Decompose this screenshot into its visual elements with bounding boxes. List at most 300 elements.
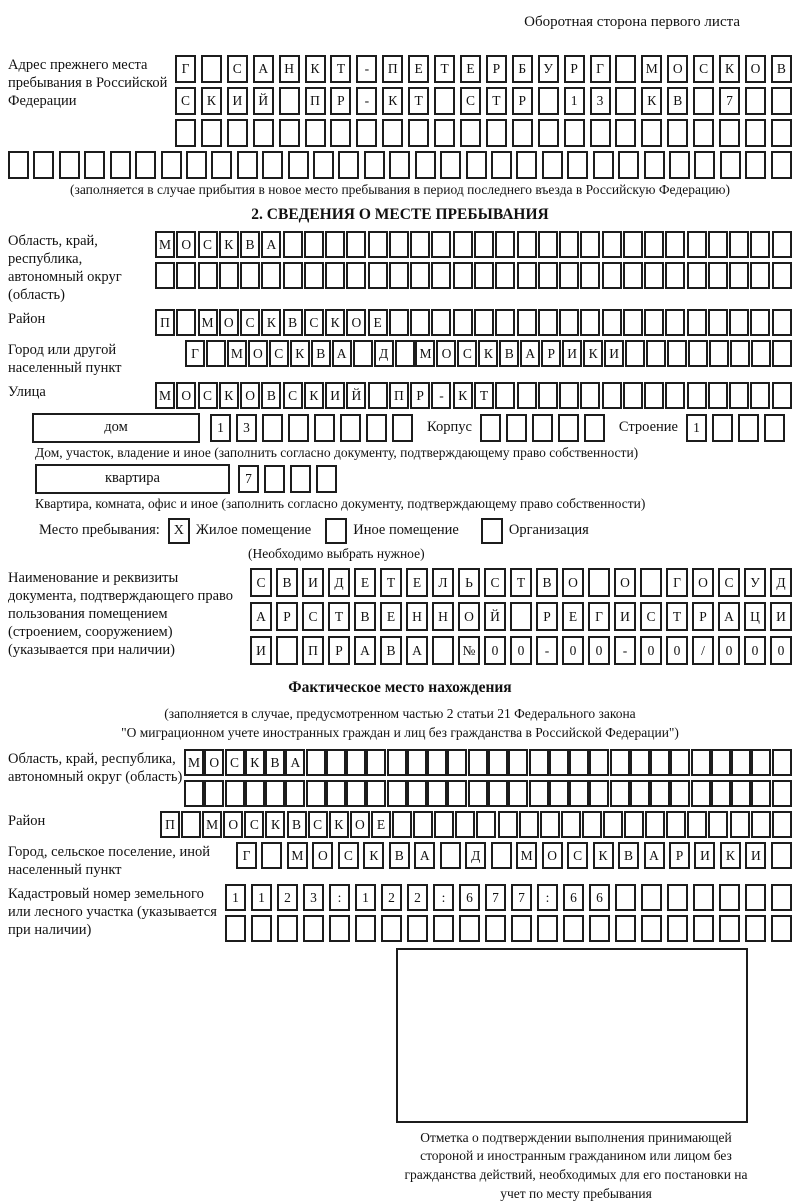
char-box: О: [614, 568, 636, 597]
char-box: М: [415, 340, 435, 367]
char-box: [709, 340, 729, 367]
korpus-cells: [480, 414, 605, 442]
char-box: [366, 749, 386, 776]
document-row-2: [250, 602, 792, 631]
char-box: Ц: [744, 602, 766, 631]
char-box: А: [718, 602, 740, 631]
char-box: К: [478, 340, 498, 367]
char-box: [764, 414, 785, 442]
char-box: 7: [719, 87, 740, 115]
char-box: [176, 309, 196, 336]
char-box: [447, 780, 467, 807]
char-box: В: [261, 382, 281, 409]
char-box: С: [198, 382, 218, 409]
char-box: :: [537, 884, 558, 911]
char-box: [460, 119, 481, 147]
char-box: [712, 414, 733, 442]
char-box: С: [457, 340, 477, 367]
char-box: Г: [236, 842, 257, 869]
char-box: [729, 231, 749, 258]
char-box: [488, 780, 508, 807]
street-label: Улица: [8, 383, 46, 400]
char-box: [517, 262, 537, 289]
char-box: Д: [374, 340, 394, 367]
char-box: [730, 811, 750, 838]
char-box: [427, 780, 447, 807]
char-box: Т: [330, 55, 351, 83]
char-box: [667, 119, 688, 147]
char-box: [491, 842, 512, 869]
char-box: У: [538, 55, 559, 83]
prev-address-row-3: [175, 119, 792, 147]
char-box: [480, 414, 501, 442]
char-box: [563, 915, 584, 942]
char-box: О: [436, 340, 456, 367]
char-box: В: [499, 340, 519, 367]
char-box: И: [770, 602, 792, 631]
char-box: 1: [225, 884, 246, 911]
char-box: О: [248, 340, 268, 367]
cadastral-row-1: [225, 884, 792, 911]
confirmation-mark-caption: Отметка о подтверждении выполнения принимающей стороной и иностранным гражданином или лицом без гражданства действий, необходимых для его постановки на учет по месту пребывания: [404, 1129, 748, 1201]
district-block: [8, 309, 792, 336]
char-box: [59, 151, 80, 179]
char-box: [407, 780, 427, 807]
char-box: [720, 151, 741, 179]
char-box: [590, 119, 611, 147]
char-box: [201, 119, 222, 147]
char-box: [290, 465, 311, 493]
char-box: [645, 811, 665, 838]
stroenie-label: Строение: [618, 419, 678, 436]
char-box: [729, 262, 749, 289]
char-box: [517, 309, 537, 336]
house-number-cells: [210, 414, 413, 442]
char-box: [610, 780, 630, 807]
char-box: Д: [328, 568, 350, 597]
char-box: М: [516, 842, 537, 869]
char-box: -: [356, 87, 377, 115]
char-box: 2: [407, 884, 428, 911]
char-box: [474, 231, 494, 258]
char-box: [516, 151, 537, 179]
char-box: [644, 262, 664, 289]
char-box: В: [287, 811, 307, 838]
char-box: О: [204, 749, 224, 776]
char-box: Г: [666, 568, 688, 597]
char-box: Р: [410, 382, 430, 409]
char-box: О: [223, 811, 243, 838]
char-box: В: [354, 602, 376, 631]
char-box: /: [692, 636, 714, 665]
char-box: [646, 340, 666, 367]
char-box: М: [155, 382, 175, 409]
char-box: 7: [511, 884, 532, 911]
char-box: [538, 382, 558, 409]
document-block: [8, 568, 792, 665]
char-box: [602, 309, 622, 336]
char-box: [161, 151, 182, 179]
char-box: А: [332, 340, 352, 367]
char-box: [314, 414, 335, 442]
char-box: [745, 87, 766, 115]
char-box: [498, 811, 518, 838]
char-box: С: [567, 842, 588, 869]
char-box: [277, 915, 298, 942]
char-box: И: [694, 842, 715, 869]
char-box: [432, 636, 454, 665]
char-box: [453, 309, 473, 336]
char-box: Е: [380, 602, 402, 631]
char-box: [745, 884, 766, 911]
char-box: В: [667, 87, 688, 115]
char-box: [326, 780, 346, 807]
actual-city-label: Город, сельское поселение, иной населенный пункт: [8, 843, 211, 878]
char-box: Р: [541, 340, 561, 367]
char-box: [641, 119, 662, 147]
char-box: [644, 309, 664, 336]
char-box: С: [269, 340, 289, 367]
char-box: [751, 811, 771, 838]
char-box: [392, 414, 413, 442]
char-box: [589, 915, 610, 942]
char-box: №: [458, 636, 480, 665]
street-block: [8, 382, 792, 409]
char-box: [511, 915, 532, 942]
char-box: [771, 915, 792, 942]
char-box: [650, 780, 670, 807]
char-box: [623, 262, 643, 289]
char-box: Г: [588, 602, 610, 631]
stroenie-cells: [686, 414, 785, 442]
char-box: [529, 749, 549, 776]
char-box: [316, 465, 337, 493]
char-box: [262, 414, 283, 442]
char-box: [415, 151, 436, 179]
char-box: [206, 340, 226, 367]
char-box: 0: [744, 636, 766, 665]
char-box: [644, 151, 665, 179]
char-box: Т: [486, 87, 507, 115]
char-box: [392, 811, 412, 838]
char-box: [569, 780, 589, 807]
char-box: К: [719, 55, 740, 83]
prev-address-row-2: [175, 87, 792, 115]
char-box: С: [718, 568, 740, 597]
char-box: К: [219, 382, 239, 409]
char-box: [618, 151, 639, 179]
region-row-1: [155, 231, 792, 258]
char-box: [434, 87, 455, 115]
char-box: И: [614, 602, 636, 631]
char-box: [476, 811, 496, 838]
char-box: [538, 262, 558, 289]
char-box: [176, 262, 196, 289]
char-box: [364, 151, 385, 179]
char-box: [366, 414, 387, 442]
char-box: [453, 262, 473, 289]
prev-address-note: (заполняется в случае прибытия в новое место пребывания в период последнего въезда в Российскую Федерацию): [69, 182, 731, 197]
char-box: [306, 780, 326, 807]
char-box: 2: [381, 884, 402, 911]
cadastral-row-2: [225, 915, 792, 942]
actual-location-title: Фактическое место нахождения: [288, 678, 512, 696]
char-box: [708, 382, 728, 409]
district-label: Район: [8, 310, 46, 327]
char-box: [431, 309, 451, 336]
char-box: [650, 749, 670, 776]
char-box: К: [261, 309, 281, 336]
char-box: [580, 309, 600, 336]
char-box: [459, 915, 480, 942]
char-box: [325, 262, 345, 289]
stay-option-other-label: Иное помещение: [353, 522, 459, 539]
char-box: [433, 915, 454, 942]
char-box: [434, 811, 454, 838]
char-box: 0: [770, 636, 792, 665]
char-box: [731, 749, 751, 776]
char-box: [219, 262, 239, 289]
region-label: Область, край, республика, автономный округ (область): [8, 233, 122, 303]
char-box: О: [350, 811, 370, 838]
char-box: 1: [564, 87, 585, 115]
actual-city-block: [8, 842, 792, 880]
char-box: А: [253, 55, 274, 83]
char-box: [772, 811, 792, 838]
char-box: [540, 811, 560, 838]
char-box: А: [354, 636, 376, 665]
char-box: С: [175, 87, 196, 115]
char-box: О: [176, 231, 196, 258]
char-box: 7: [485, 884, 506, 911]
char-box: [564, 119, 585, 147]
char-box: [729, 382, 749, 409]
char-box: [225, 780, 245, 807]
char-box: [630, 780, 650, 807]
house-wide-box: дом: [32, 413, 200, 443]
char-box: [434, 119, 455, 147]
char-box: К: [304, 382, 324, 409]
char-box: [708, 231, 728, 258]
char-box: А: [644, 842, 665, 869]
char-box: С: [308, 811, 328, 838]
char-box: М: [184, 749, 204, 776]
char-box: [745, 151, 766, 179]
char-box: [529, 780, 549, 807]
char-box: [593, 151, 614, 179]
char-box: К: [305, 55, 326, 83]
char-box: [569, 749, 589, 776]
char-box: П: [155, 309, 175, 336]
char-box: [771, 151, 792, 179]
char-box: [693, 915, 714, 942]
char-box: Р: [330, 87, 351, 115]
char-box: [33, 151, 54, 179]
char-box: И: [325, 382, 345, 409]
stay-option-residential-label: Жилое помещение: [195, 522, 312, 539]
stay-type-label: Место пребывания:: [39, 522, 160, 539]
char-box: Е: [562, 602, 584, 631]
char-box: И: [227, 87, 248, 115]
char-box: [510, 602, 532, 631]
char-box: [427, 749, 447, 776]
char-box: [264, 465, 285, 493]
cadastral-label: Кадастровый номер земельного или лесного участка (указывается при наличии): [8, 885, 217, 938]
char-box: М: [227, 340, 247, 367]
char-box: А: [414, 842, 435, 869]
char-box: [175, 119, 196, 147]
char-box: Е: [460, 55, 481, 83]
char-box: [582, 811, 602, 838]
house-row: [32, 413, 792, 443]
char-box: [329, 915, 350, 942]
char-box: [325, 231, 345, 258]
char-box: [772, 262, 792, 289]
char-box: К: [583, 340, 603, 367]
char-box: [204, 780, 224, 807]
char-box: Й: [253, 87, 274, 115]
char-box: [691, 780, 711, 807]
korpus-label: Корпус: [427, 419, 472, 436]
char-box: С: [640, 602, 662, 631]
char-box: К: [593, 842, 614, 869]
char-box: Й: [484, 602, 506, 631]
char-box: К: [363, 842, 384, 869]
char-box: [389, 262, 409, 289]
char-box: К: [201, 87, 222, 115]
actual-region-row-1: [184, 749, 792, 776]
char-box: [711, 749, 731, 776]
char-box: [261, 262, 281, 289]
char-box: И: [604, 340, 624, 367]
char-box: [468, 749, 488, 776]
char-box: 1: [210, 414, 231, 442]
char-box: М: [641, 55, 662, 83]
char-box: [667, 340, 687, 367]
char-box: [495, 262, 515, 289]
char-box: [382, 119, 403, 147]
char-box: [340, 414, 361, 442]
char-box: [410, 309, 430, 336]
char-box: П: [305, 87, 326, 115]
char-box: [368, 382, 388, 409]
char-box: П: [302, 636, 324, 665]
stay-option-organization-checkbox: [481, 518, 503, 544]
char-box: [687, 231, 707, 258]
char-box: [276, 636, 298, 665]
choose-note: (Необходимо выбрать нужное): [248, 545, 425, 561]
char-box: [346, 262, 366, 289]
char-box: 0: [640, 636, 662, 665]
char-box: [667, 884, 688, 911]
char-box: [615, 55, 636, 83]
char-box: А: [520, 340, 540, 367]
char-box: [751, 340, 771, 367]
char-box: [538, 119, 559, 147]
char-box: О: [562, 568, 584, 597]
char-box: П: [160, 811, 180, 838]
char-box: В: [265, 749, 285, 776]
char-box: 6: [589, 884, 610, 911]
char-box: С: [302, 602, 324, 631]
char-box: [745, 915, 766, 942]
char-box: В: [389, 842, 410, 869]
char-box: Р: [512, 87, 533, 115]
char-box: [693, 884, 714, 911]
char-box: [366, 780, 386, 807]
char-box: 0: [484, 636, 506, 665]
char-box: Е: [368, 309, 388, 336]
char-box: К: [325, 309, 345, 336]
char-box: [750, 309, 770, 336]
char-box: [517, 231, 537, 258]
char-box: [623, 309, 643, 336]
char-box: [580, 382, 600, 409]
char-box: [644, 382, 664, 409]
char-box: С: [227, 55, 248, 83]
char-box: В: [240, 231, 260, 258]
char-box: Т: [328, 602, 350, 631]
char-box: К: [720, 842, 741, 869]
prev-address-row-1: [175, 55, 792, 83]
document-row-1: [250, 568, 792, 597]
char-box: Р: [692, 602, 714, 631]
char-box: [304, 231, 324, 258]
char-box: [353, 340, 373, 367]
char-box: В: [771, 55, 792, 83]
char-box: О: [458, 602, 480, 631]
char-box: [225, 915, 246, 942]
char-box: [687, 309, 707, 336]
char-box: О: [667, 55, 688, 83]
char-box: [624, 811, 644, 838]
char-box: К: [382, 87, 403, 115]
char-box: [641, 884, 662, 911]
char-box: [694, 151, 715, 179]
char-box: М: [155, 231, 175, 258]
char-box: [751, 780, 771, 807]
char-box: Г: [590, 55, 611, 83]
char-box: [687, 262, 707, 289]
char-box: [772, 309, 792, 336]
char-box: [155, 262, 175, 289]
char-box: [559, 231, 579, 258]
char-box: [265, 780, 285, 807]
region-block: [8, 231, 792, 305]
char-box: В: [536, 568, 558, 597]
char-box: [407, 915, 428, 942]
char-box: [485, 915, 506, 942]
char-box: [261, 842, 282, 869]
page-side-note: Оборотная сторона первого листа: [524, 14, 740, 30]
char-box: К: [641, 87, 662, 115]
char-box: Г: [175, 55, 196, 83]
char-box: О: [240, 382, 260, 409]
char-box: [589, 749, 609, 776]
char-box: [666, 811, 686, 838]
char-box: К: [245, 749, 265, 776]
char-box: В: [283, 309, 303, 336]
char-box: 0: [510, 636, 532, 665]
char-box: [346, 749, 366, 776]
char-box: [532, 414, 553, 442]
char-box: 1: [251, 884, 272, 911]
char-box: [588, 568, 610, 597]
char-box: [508, 749, 528, 776]
char-box: М: [202, 811, 222, 838]
street-row: [155, 382, 792, 409]
city-row: [185, 340, 792, 367]
